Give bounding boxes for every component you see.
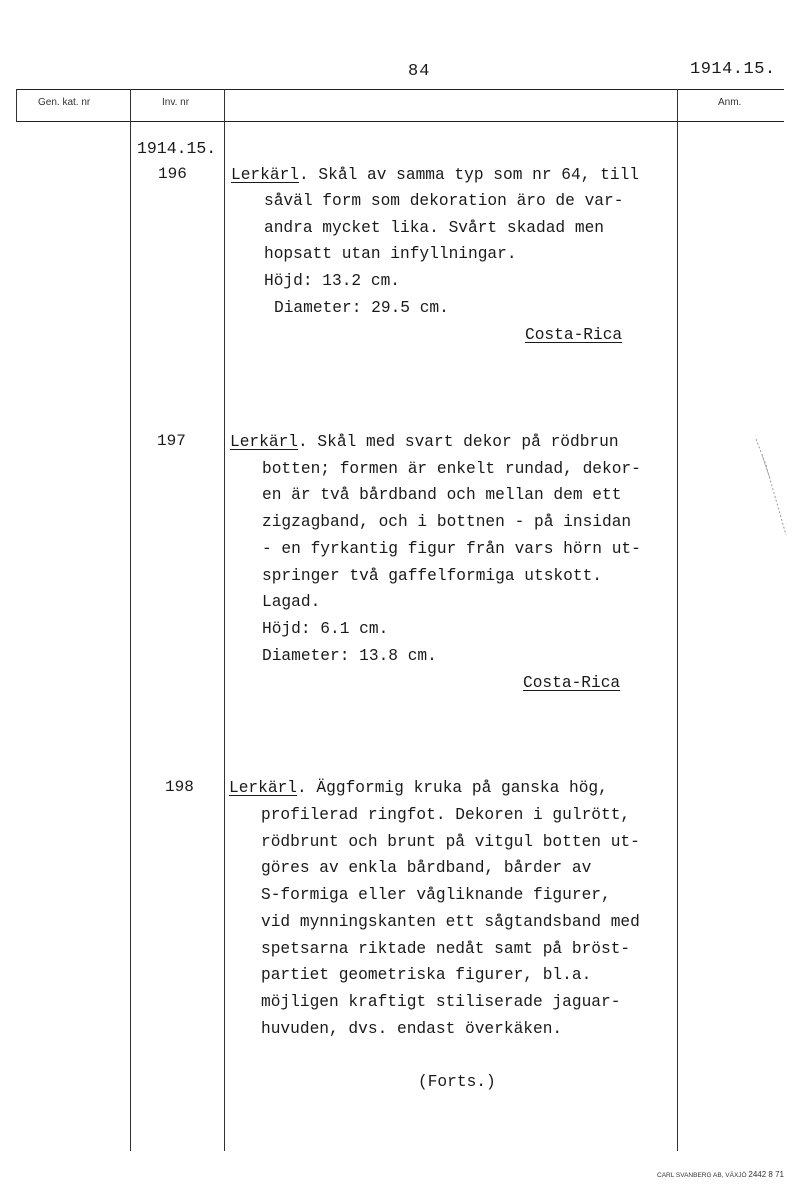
column-divider-3 bbox=[677, 89, 678, 1151]
collection-label: 1914.15. bbox=[137, 139, 217, 158]
column-header-inv-nr: Inv. nr bbox=[162, 97, 190, 108]
entry-text-line: såväl form som dekoration äro de var- bbox=[264, 192, 624, 210]
entry-text-line: Höjd: 6.1 cm. bbox=[262, 620, 389, 638]
left-border bbox=[16, 89, 17, 122]
entry-origin: Costa-Rica bbox=[525, 326, 623, 344]
entry-text-line: spetsarna riktade nedåt samt på bröst- bbox=[261, 940, 631, 958]
entry-text-line: andra mycket lika. Svårt skadad men bbox=[264, 219, 604, 237]
entry-origin: Costa-Rica bbox=[523, 674, 621, 692]
entry-text-line: S-formiga eller vågliknande figurer, bbox=[261, 886, 611, 904]
printer-imprint: CARL SVANBERG AB, VÄXJÖ 2442 8 71 bbox=[657, 1170, 784, 1179]
entry-text-line: Diameter: 29.5 cm. bbox=[274, 299, 449, 317]
entry-title: Lerkärl bbox=[231, 166, 299, 184]
entry-text-line: - en fyrkantig figur från vars hörn ut- bbox=[262, 540, 641, 558]
page-number: 84 bbox=[408, 62, 431, 81]
entry-text-line: vid mynningskanten ett sågtandsband med bbox=[261, 913, 640, 931]
pencil-mark bbox=[752, 435, 792, 545]
entry-text-line: Lerkärl. Skål av samma typ som nr 64, till bbox=[231, 166, 639, 184]
entry-text-line: möjligen kraftigt stiliserade jaguar- bbox=[261, 993, 621, 1011]
column-divider-1 bbox=[130, 89, 131, 1151]
entry-text-line: zigzagband, och i bottnen - på insidan bbox=[262, 513, 632, 531]
entry-text-line: huvuden, dvs. endast överkäken. bbox=[261, 1020, 563, 1038]
collection-number-header: 1914.15. bbox=[690, 60, 776, 79]
entry-text-line: Lerkärl. Äggformig kruka på ganska hög, bbox=[229, 779, 608, 797]
entry-title: Lerkärl bbox=[230, 433, 298, 451]
entry-text-line: partiet geometriska figurer, bl.a. bbox=[261, 966, 592, 984]
entry-text-line: Höjd: 13.2 cm. bbox=[264, 272, 400, 290]
entry-text-line: Lagad. bbox=[262, 593, 321, 611]
entry-text-line: Diameter: 13.8 cm. bbox=[262, 647, 437, 665]
entry-title: Lerkärl bbox=[229, 779, 297, 797]
entry-text-line: botten; formen är enkelt rundad, dekor- bbox=[262, 460, 641, 478]
entry-text-line: hopsatt utan infyllningar. bbox=[264, 245, 517, 263]
entry-text-line: springer två gaffelformiga utskott. bbox=[262, 567, 602, 585]
entry-text-line: göres av enkla bårdband, bårder av bbox=[261, 859, 592, 877]
entry-text-line: Lerkärl. Skål med svart dekor på rödbrun bbox=[230, 433, 619, 451]
column-header-gen-kat-nr: Gen. kat. nr bbox=[38, 97, 91, 108]
entry-text-line: en är två bårdband och mellan dem ett bbox=[262, 486, 622, 504]
column-header-anm: Anm. bbox=[718, 97, 742, 108]
entry-number: 197 bbox=[157, 432, 186, 450]
continued-note: (Forts.) bbox=[418, 1073, 496, 1091]
entry-number: 198 bbox=[165, 778, 194, 796]
entry-text-line: rödbrunt och brunt på vitgul botten ut- bbox=[261, 833, 640, 851]
entry-text-line: profilerad ringfot. Dekoren i gulrött, bbox=[261, 806, 631, 824]
column-divider-2 bbox=[224, 89, 225, 1151]
entry-number: 196 bbox=[158, 165, 187, 183]
